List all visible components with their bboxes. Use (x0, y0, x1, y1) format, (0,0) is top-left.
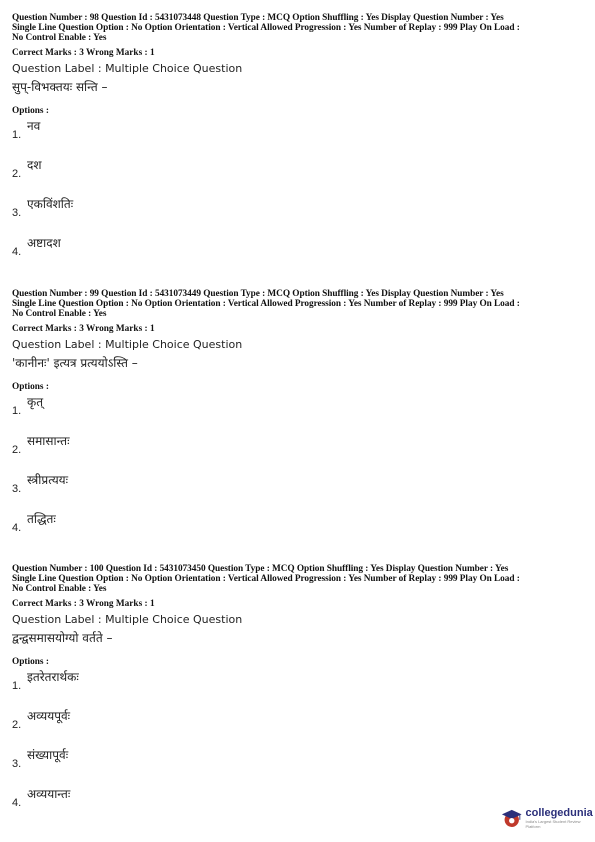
option-text: स्त्रीप्रत्ययः (27, 472, 69, 487)
logo-text (526, 807, 595, 829)
option-text: दश (27, 157, 42, 172)
option-2 (12, 156, 584, 195)
logo-tagline: India's Largest Student Review Platform (525, 819, 581, 829)
meta-line-2: Single Line Question Option : No Option Orientation : Vertical Allowed Progression : Yes Number of Replay : 999 Play On Load : (12, 574, 520, 585)
options-title: Options : (12, 105, 49, 116)
option-number: 3. (12, 757, 22, 770)
option-number: 2. (12, 443, 22, 456)
option-4 (12, 234, 584, 273)
option-number: 2. (12, 167, 22, 180)
option-text: कृत् (27, 394, 44, 409)
collegedunia-logo (501, 807, 595, 829)
marks-line: Correct Marks : 3 Wrong Marks : 1 (12, 323, 155, 334)
option-text: समासान्तः (27, 433, 70, 448)
options-title: Options : (12, 381, 49, 392)
question-stem: द्वन्द्वसमासयोग्यो वर्तते – (12, 630, 113, 645)
option-1 (12, 668, 584, 707)
option-number: 2. (12, 718, 22, 731)
options-title: Options : (12, 656, 49, 667)
logo-name: collegedunia (525, 807, 593, 819)
option-3 (12, 195, 584, 234)
option-number: 3. (12, 482, 22, 495)
meta-line-3: No Control Enable : Yes (12, 584, 107, 595)
question-label: Question Label : Multiple Choice Question (12, 337, 243, 351)
meta-line-1: Question Number : 99 Question Id : 5431073449 Question Type : MCQ Option Shuffling : Yes Display Question Number : Yes (12, 289, 504, 299)
meta-line-3: No Control Enable : Yes (12, 309, 107, 320)
question-label: Question Label : Multiple Choice Question (12, 61, 243, 75)
option-text: नव (27, 118, 41, 133)
meta-line-3: No Control Enable : Yes (12, 33, 107, 44)
question-99 (12, 289, 584, 549)
option-text: अव्ययान्तः (27, 786, 71, 801)
option-text: संख्यापूर्वः (27, 747, 69, 762)
option-number: 1. (12, 128, 22, 141)
marks-line: Correct Marks : 3 Wrong Marks : 1 (12, 598, 155, 609)
option-number: 1. (12, 679, 22, 692)
option-number: 3. (12, 206, 22, 219)
option-text: इतरेतरार्थकः (27, 669, 79, 684)
question-meta (12, 289, 584, 320)
option-4 (12, 785, 584, 824)
graduate-cap-icon (501, 807, 523, 829)
option-text: एकविंशतिः (27, 196, 74, 211)
option-text: अष्टादश (27, 235, 61, 250)
question-meta (12, 564, 584, 595)
option-text: तद्धितः (27, 511, 56, 526)
question-100 (12, 564, 584, 824)
option-3 (12, 471, 584, 510)
option-number: 4. (12, 245, 22, 258)
option-2 (12, 432, 584, 471)
question-stem: 'कानीनः' इत्यत्र प्रत्ययोऽस्ति – (12, 355, 138, 370)
option-1 (12, 117, 584, 156)
marks-line: Correct Marks : 3 Wrong Marks : 1 (12, 47, 155, 58)
meta-line-2: Single Line Question Option : No Option Orientation : Vertical Allowed Progression : Yes Number of Replay : 999 Play On Load : (12, 299, 520, 310)
option-number: 4. (12, 796, 22, 809)
option-1 (12, 393, 584, 432)
meta-line-1: Question Number : 100 Question Id : 5431073450 Question Type : MCQ Option Shuffling : Yes Display Question Number : Yes (12, 564, 509, 574)
option-3 (12, 746, 584, 785)
meta-line-2: Single Line Question Option : No Option Orientation : Vertical Allowed Progression : Yes Number of Replay : 999 Play On Load : (12, 23, 520, 34)
meta-line-1: Question Number : 98 Question Id : 5431073448 Question Type : MCQ Option Shuffling : Yes Display Question Number : Yes (12, 13, 504, 23)
question-stem: सुप्-विभक्तयः सन्ति – (12, 79, 108, 94)
question-label: Question Label : Multiple Choice Question (12, 612, 243, 626)
option-4 (12, 510, 584, 549)
option-number: 4. (12, 521, 22, 534)
question-meta (12, 13, 584, 44)
option-number: 1. (12, 404, 22, 417)
question-98 (12, 13, 584, 273)
option-2 (12, 707, 584, 746)
option-text: अव्ययपूर्वः (27, 708, 71, 723)
